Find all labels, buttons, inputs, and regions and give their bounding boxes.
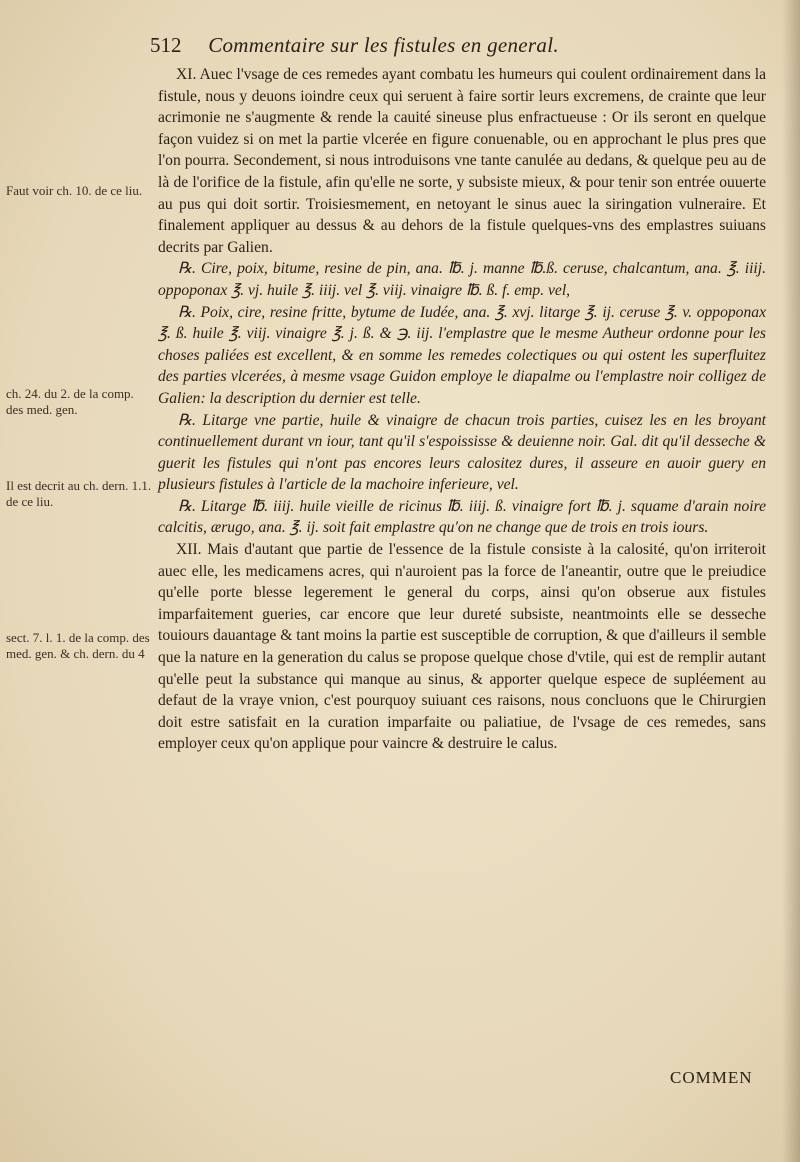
recipe-paragraph: ℞. Poix, cire, resine fritte, bytume de Iudée, ana. ℥. xvj. litarge ℥. ij. ceruse ℥. v. oppoponax ℥. ß. huile ℥. viij. vinaigre ℥. j. ß. & ℈. iij. l'emplastre que le mesme Autheur ordonne pour les choses paliées est excellent, & en somme les remedes colectiques ou qui ostent les superfluitez des parties vlcerées, à mesme vsage Guidon employe le diapalme ou l'emplastre noir colligez de Galien: la description du dernier est telle. [158,303,766,407]
catchword: COMMEN [670,1068,753,1087]
paragraph: XII. Mais d'autant que partie de l'essence de la fistule consiste à la calosité, qu'on irriteroit auec elle, les medicamens acres, qui n'auroient pas la force de l'aneantir, outre que le preiudice qu'elle porte blesse legerement le general du corps, ainsi qu'on obserue aux fistules imparfaitement gueries, car encore que leur dureté subsiste, neantmoints elle se desseche touiours dauantage & tant moins la partie est susceptible de corruption, & que d'ailleurs il semble que la nature en la generation du calus se propose quelque chose d'vtile, qui est de remplir autant qu'elle peut la substance qui manque au sinus, & apporter quelque espece de supléement au defaut de la vraye vnion, c'est pourquoy suiuant ces raisons, nous concluons que le Chirurgien doit estre satisfait en la curation imparfaite ou paliatiue, de l'vsage de ces remedes, sans employer ceux qu'on applique pour vaincre & destruire le calus. [158,541,766,753]
running-title: Commentaire sur les fistules en general. [208,33,559,57]
margin-note: ch. 24. du 2. de la comp. des med. gen. [6,386,134,417]
running-header [150,30,770,60]
recipe-paragraph: ℞. Litarge ℔. iiij. huile vieille de ricinus ℔. iiij. ß. vinaigre fort ℔. j. squame d'arain noire calcitis, ærugo, ana. ℥. ij. soit fait emplastre qu'on ne change que de trois en trois iours. [158,497,766,537]
paragraph: XI. Auec l'vsage de ces remedes ayant combatu les humeurs qui coulent ordinairement dans la fistule, nous y deuons ioindre ceux qui seruent à faire sortir leurs excremens, de crainte que leur acrimonie ne s'augmente & rende la cauité sineuse plus enfractueuse : Or ils seront en quelque façon vuidez si on met la partie vlcerée en figure conuenable, ou en approchant le plus pres que l'on pourra. Secondement, si nous introduisons vne tante canulée au dedans, & quelque peu au de là de l'orifice de la fistule, afin qu'elle ne sorte, y subsiste mieux, & pour tenir son entrée ouuerte au pus qui doit sortir. Troisiesmement, en netoyant le sinus auec la siringation vulneraire. Et finalement appliquer au dessus & au dehors de la fistule quelques-vns des emplastres suiuans decrits par Galien. [158,66,766,256]
margin-note: sect. 7. l. 1. de la comp. des med. gen. & ch. dern. du 4 [6,630,150,661]
recipe-paragraph: ℞. Cire, poix, bitume, resine de pin, ana. ℔. j. manne ℔.ß. ceruse, chalcantum, ana. ℥. iiij. oppoponax ℥. vj. huile ℥. iiij. vel ℥. viij. vinaigre ℔. ß. f. emp. vel, [158,260,766,299]
page-edge-shadow [782,0,800,1162]
page-number: 512 [150,33,182,57]
margin-note: Il est decrit au ch. dern. 1.1. de ce liu. [6,478,152,509]
margin-note: Faut voir ch. 10. de ce liu. [6,183,143,198]
recipe-paragraph: ℞. Litarge vne partie, huile & vinaigre de chacun trois parties, cuisez les en les broyant continuellement durant vn iour, tant qu'il s'espoississe & deuienne noir. Gal. dit qu'il desseche & guerit les fistules qui n'ont pas encores leurs calositez dures, il asseure en auoir guery en plusieurs fistules à l'article de la machoire inferieure, vel. [158,411,766,494]
main-text [158,64,766,755]
